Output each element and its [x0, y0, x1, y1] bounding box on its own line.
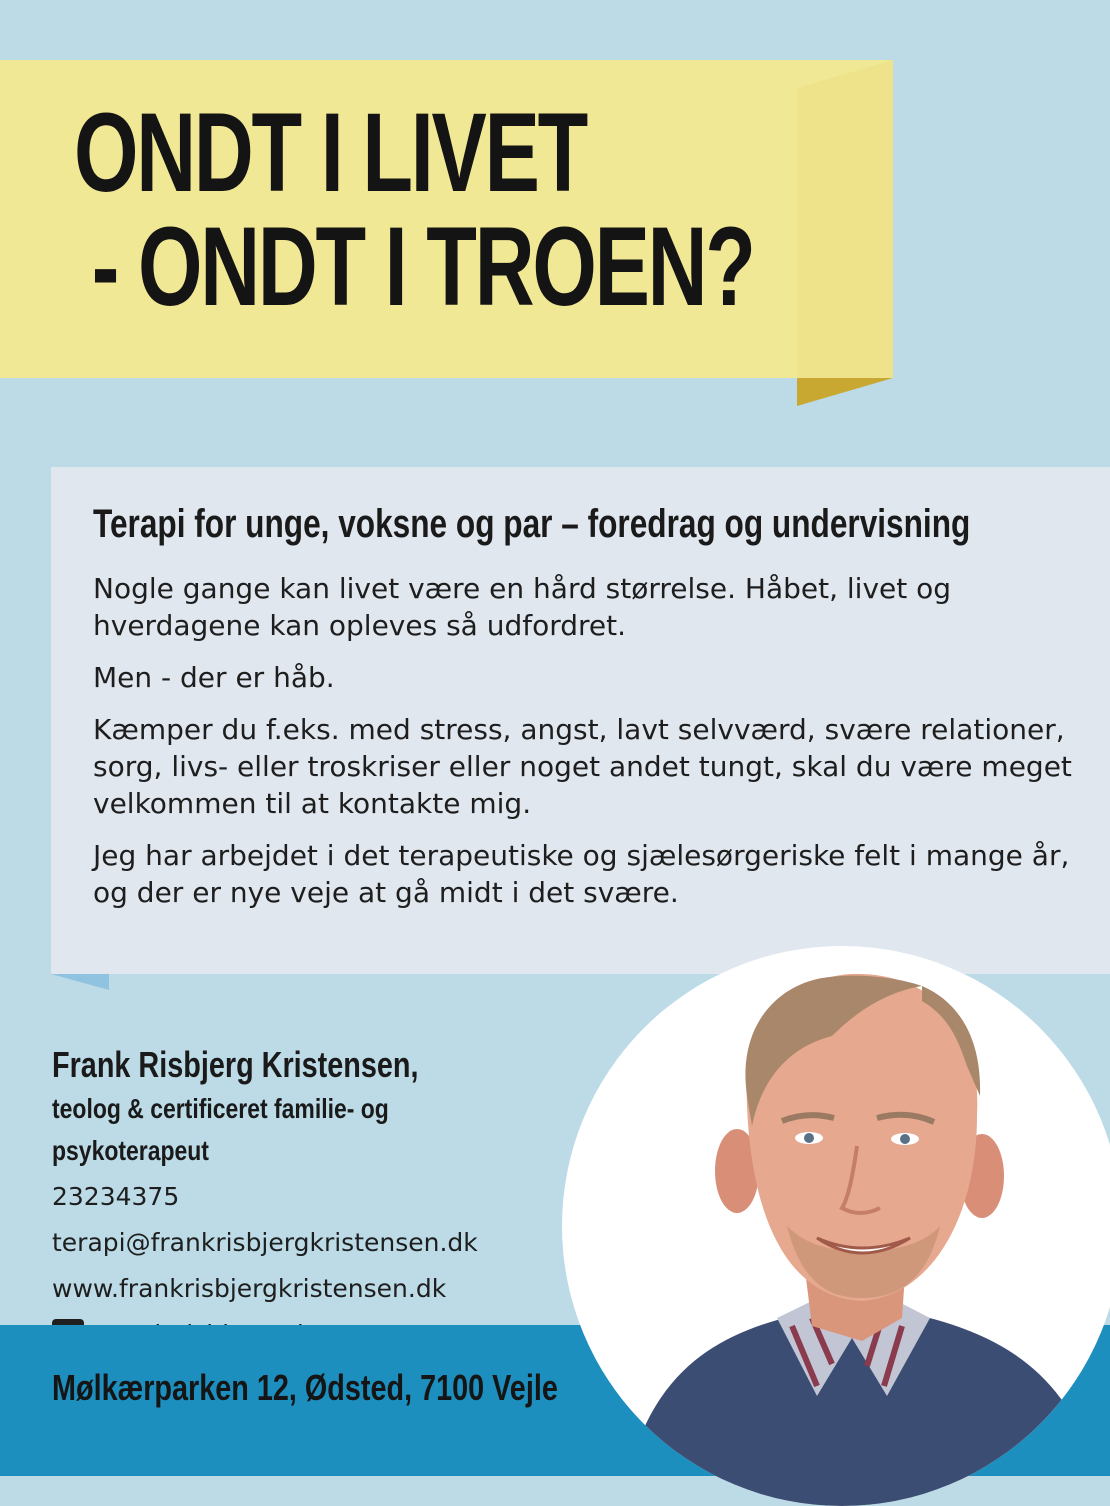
headline [74, 90, 754, 329]
portrait-illustration [562, 946, 1110, 1506]
info-paragraph: Jeg har arbejdet i det terapeutiske og sjælesørgeriske felt i mange år, og der er nye veje at gå midt i det svære. [93, 839, 1070, 909]
info-body [93, 570, 1093, 926]
contact-name: Frank Risbjerg Kristensen, [52, 1044, 419, 1085]
contact-email[interactable]: terapi@frankrisbjergkristensen.dk [52, 1228, 478, 1257]
info-paragraph: Men - der er håb. [93, 661, 335, 694]
info-paragraph: Nogle gange kan livet være en hård størrelse. Håbet, livet og hverdagene kan opleves så udfordret. [93, 572, 952, 642]
headline-line-2: - ONDT I TROEN? [91, 204, 754, 329]
banner-fold [797, 60, 893, 406]
info-box-tab [51, 974, 111, 990]
info-paragraph: Kæmper du f.eks. med stress, angst, lavt selvværd, svære relationer, sorg, livs- eller troskriser eller noget andet tungt, skal du være meget velkommen til at kontakte mig. [93, 713, 1072, 820]
contact-phone[interactable]: 23234375 [52, 1182, 180, 1211]
portrait-photo [562, 946, 1110, 1506]
info-subtitle: Terapi for unge, voksne og par – foredrag og undervisning [93, 502, 971, 546]
contact-website[interactable]: www.frankrisbjergkristensen.dk [52, 1274, 447, 1303]
headline-line-1: ONDT I LIVET [74, 90, 587, 215]
contact-title: teolog & certificeret familie- og psykoterapeut [52, 1093, 389, 1166]
contact-block [52, 1042, 612, 1358]
footer-address: Mølkærparken 12, Ødsted, 7100 Vejle [52, 1367, 558, 1408]
